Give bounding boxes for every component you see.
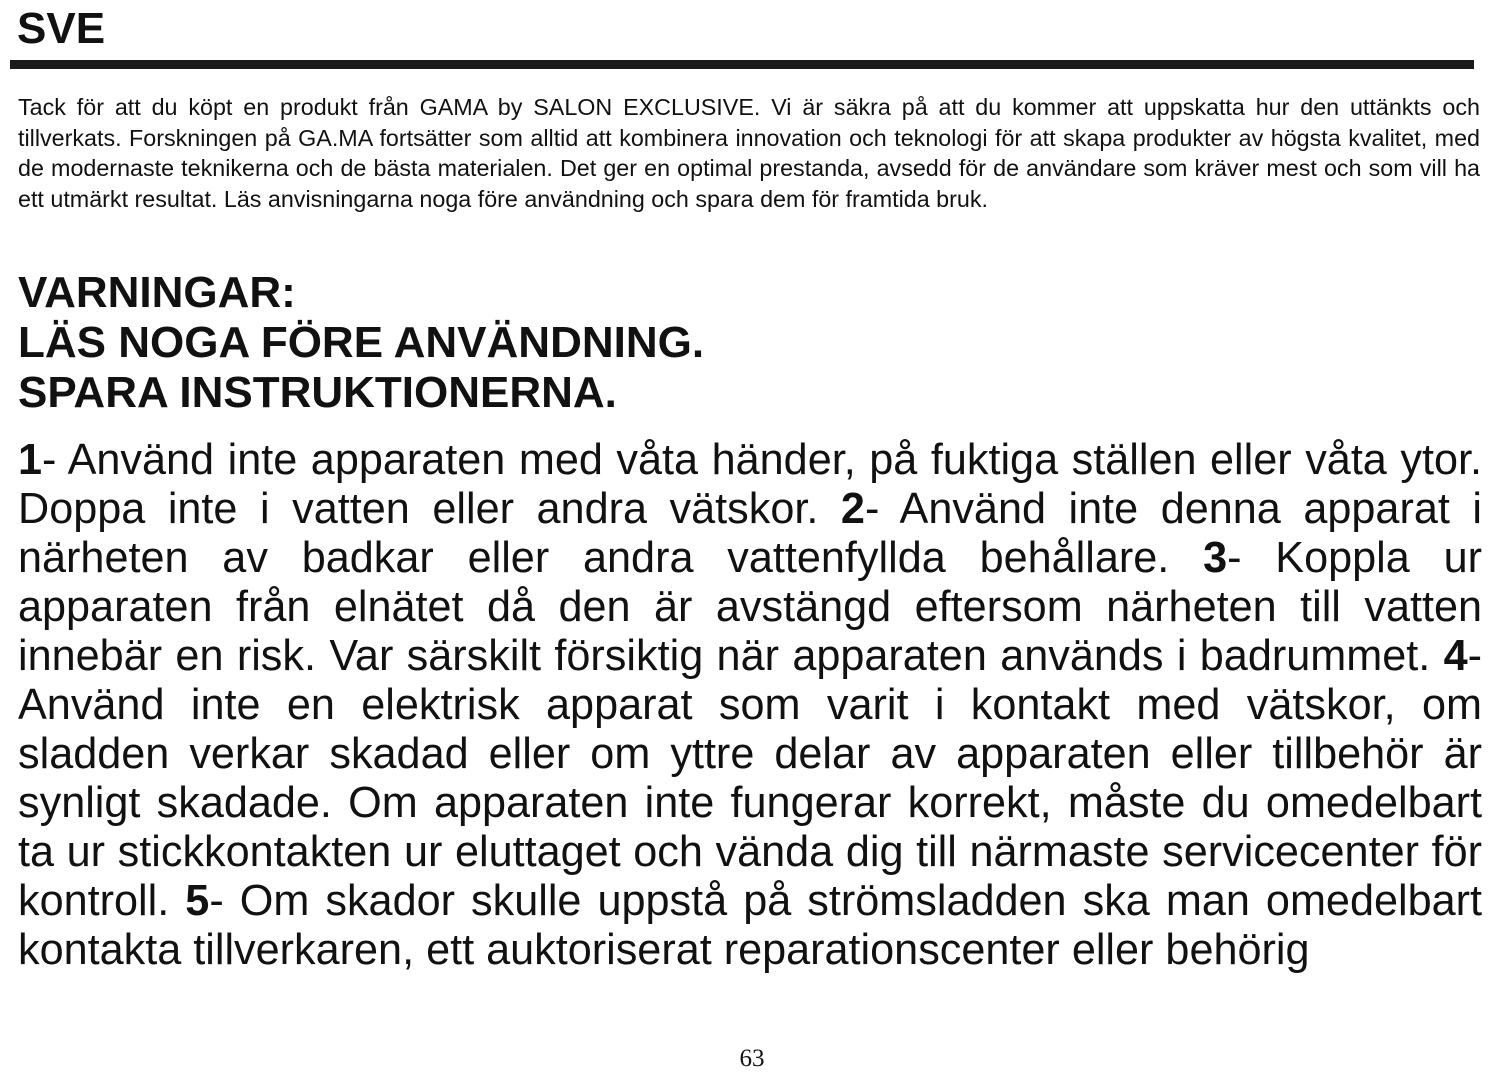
instruction-text: - Om skador skulle uppstå på strömsladden ska man omedelbart kontakta tillverkaren, ett auktoriserat reparationscenter eller behörig bbox=[18, 877, 1482, 974]
instruction-number: 2 bbox=[840, 485, 865, 533]
heading-divider bbox=[10, 60, 1474, 69]
read-carefully-notice: LÄS NOGA FÖRE ANVÄNDNING. bbox=[18, 318, 705, 367]
instruction-number: 5 bbox=[185, 877, 210, 925]
instruction-text: - Använd inte denna apparat i närheten av badkar eller andra vattenfyllda behållare. bbox=[18, 485, 1483, 582]
instruction-number: 3 bbox=[1203, 534, 1228, 582]
page-number: 63 bbox=[739, 1045, 765, 1072]
language-code-heading: SVE bbox=[17, 4, 106, 53]
instruction-number: 4 bbox=[1443, 632, 1468, 680]
instruction-number: 1 bbox=[18, 436, 43, 484]
warnings-heading bbox=[18, 268, 704, 418]
safety-instructions bbox=[18, 436, 1482, 975]
instruction-text: - Använd inte apparaten med våta händer, på fuktiga ställen eller våta ytor. Doppa inte i vatten eller andra vätskor. bbox=[18, 436, 1482, 533]
instruction-text: - Koppla ur apparaten från elnätet då den är avstängd eftersom närheten till vatten innebär en risk. Var särskilt försiktig när apparaten används i badrummet. bbox=[18, 534, 1482, 680]
warnings-title: VARNINGAR: bbox=[18, 268, 296, 317]
intro-paragraph: Tack för att du köpt en produkt från GAMA by SALON EXCLUSIVE. Vi är säkra på att du kommer att uppskatta hur den uttänkts och tillverkats. Forskningen på GA.MA fortsätter som alltid att kombinera innovation och teknologi för att skapa produkter av högsta kvalitet, med de modernaste teknikerna och de bästa materialen. Det ger en optimal prestanda, avsedd för de användare som kräver mest och som vill ha ett utmärkt resultat. Läs anvisningarna noga före användning och spara dem för framtida bruk. bbox=[18, 94, 1480, 212]
save-instructions-notice: SPARA INSTRUKTIONERNA. bbox=[18, 368, 617, 417]
instruction-text: - Använd inte en elektrisk apparat som varit i kontakt med vätskor, om sladden verkar skadad eller om yttre delar av apparaten eller tillbehör är synligt skadade. Om apparaten inte fungerar korrekt, måste du omedelbart ta ur stickkontakten ur eluttaget och vända dig till närmaste servicecenter för kontroll. bbox=[18, 632, 1482, 925]
